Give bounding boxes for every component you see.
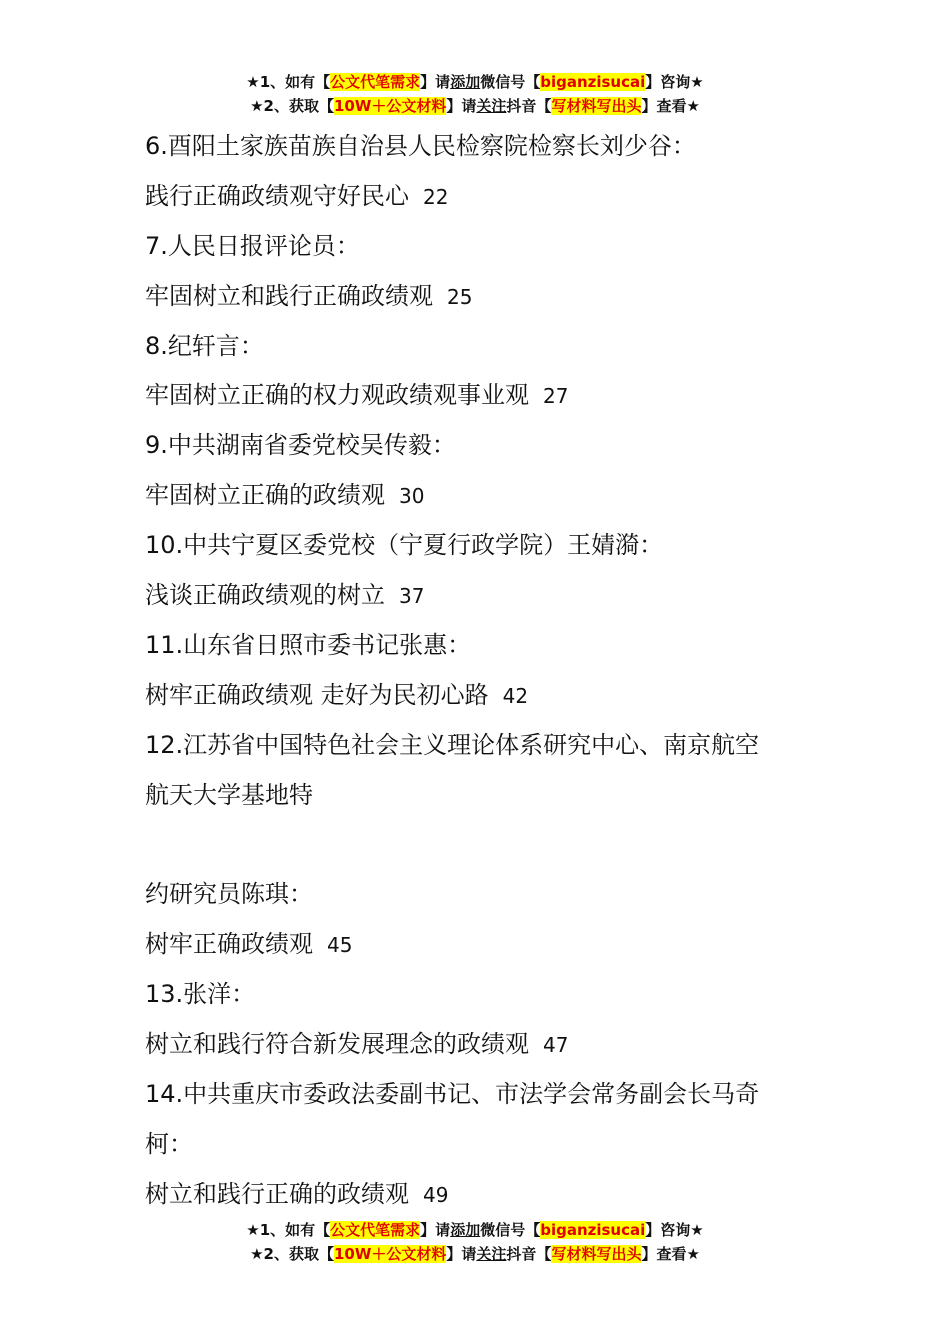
toc-entry-text: 树立和践行符合新发展理念的政绩观 (145, 1030, 529, 1059)
toc-entry (145, 970, 825, 1020)
banner-highlight: 公文代笔需求 (330, 73, 421, 91)
banner-highlight: 10W＋公文材料 (333, 97, 447, 115)
banner-text: 】查看★ (641, 1245, 700, 1263)
toc-page-number: 22 (423, 184, 449, 209)
banner-underline: 关注 (476, 1245, 507, 1263)
toc-entry-text: 树牢正确政绩观 走好为民初心路 (145, 680, 489, 709)
table-of-contents (145, 122, 825, 1220)
banner-highlight: 公文代笔需求 (330, 1221, 421, 1239)
banner-text: 】请 (446, 97, 477, 115)
banner-line-1 (0, 70, 950, 94)
banner-text: ★2、获取【 (250, 97, 334, 115)
toc-entry (145, 771, 825, 821)
banner-line-1 (0, 1218, 950, 1242)
banner-text: 抖音【 (506, 1245, 552, 1263)
toc-entry-text: 14.中共重庆市委政法委副书记、市法学会常务副会长马奇 (145, 1079, 760, 1108)
toc-entry-text: 牢固树立正确的政绩观 (145, 481, 385, 510)
toc-entry-text: 浅谈正确政绩观的树立 (145, 581, 385, 610)
toc-page-number: 30 (399, 484, 425, 509)
toc-entry (145, 272, 825, 322)
toc-entry-text: 12.江苏省中国特色社会主义理论体系研究中心、南京航空 (145, 730, 760, 759)
toc-entry (145, 870, 825, 920)
toc-entry (145, 521, 825, 571)
footer-banner (0, 1218, 950, 1266)
toc-page-number: 49 (423, 1182, 449, 1207)
toc-entry-text: 13.张洋： (145, 980, 256, 1009)
banner-text: 】咨询★ (645, 73, 704, 91)
toc-entry-text: 约研究员陈琪： (145, 880, 313, 909)
banner-underline: 添加 (450, 73, 481, 91)
banner-highlight: biganzisucai (540, 1221, 646, 1239)
toc-entry (145, 721, 825, 771)
banner-line-2 (0, 1242, 950, 1266)
toc-entry-text: 牢固树立和践行正确政绩观 (145, 281, 433, 310)
toc-entry (145, 471, 825, 521)
toc-entry (145, 1070, 825, 1120)
toc-entry (145, 1020, 825, 1070)
banner-text: 】请 (420, 73, 451, 91)
toc-entry-text: 11.山东省日照市委书记张惠： (145, 630, 472, 659)
toc-page-number: 47 (543, 1033, 569, 1058)
toc-entry-text: 践行正确政绩观守好民心 (145, 181, 409, 210)
toc-entry (145, 820, 825, 870)
toc-entry (145, 1120, 825, 1170)
toc-page-number: 37 (399, 584, 425, 609)
toc-page-number: 27 (543, 384, 569, 409)
toc-entry (145, 222, 825, 272)
toc-page-number: 42 (502, 683, 529, 708)
toc-entry (145, 371, 825, 421)
banner-line-2 (0, 94, 950, 118)
banner-text: 】查看★ (641, 97, 700, 115)
toc-entry (145, 322, 825, 372)
toc-entry-text: 8.纪轩言： (145, 331, 264, 360)
toc-entry (145, 122, 825, 172)
banner-text: 抖音【 (506, 97, 552, 115)
banner-text: ★2、获取【 (250, 1245, 334, 1263)
toc-entry (145, 920, 825, 970)
toc-entry-text: 航天大学基地特 (145, 780, 313, 809)
banner-underline: 关注 (476, 97, 507, 115)
toc-entry-text: 树牢正确政绩观 (145, 930, 313, 959)
toc-entry-text: 10.中共宁夏区委党校（宁夏行政学院）王婧漪： (145, 531, 664, 560)
banner-highlight: 写材料写出头 (551, 1245, 642, 1263)
banner-highlight: 写材料写出头 (551, 97, 642, 115)
banner-text: ★1、如有【 (246, 1221, 331, 1239)
toc-entry-text: 树立和践行正确的政绩观 (145, 1179, 409, 1208)
toc-entry (145, 421, 825, 471)
toc-page-number: 45 (327, 933, 353, 958)
toc-entry-text: 9.中共湖南省委党校吴传毅： (145, 431, 456, 460)
toc-entry-text: 6.酉阳土家族苗族自治县人民检察院检察长刘少谷： (145, 132, 696, 160)
banner-text: 微信号【 (480, 1221, 541, 1239)
toc-entry (145, 671, 825, 721)
banner-text: 】请 (420, 1221, 451, 1239)
toc-entry-text: 牢固树立正确的权力观政绩观事业观 (145, 381, 529, 410)
banner-underline: 添加 (450, 1221, 481, 1239)
toc-entry-text: 柯： (145, 1129, 193, 1158)
banner-highlight: biganzisucai (540, 73, 646, 91)
banner-text: 微信号【 (480, 73, 541, 91)
toc-entry (145, 621, 825, 671)
banner-text: 】请 (446, 1245, 477, 1263)
banner-highlight: 10W＋公文材料 (333, 1245, 447, 1263)
banner-text: ★1、如有【 (246, 73, 331, 91)
toc-entry (145, 172, 825, 222)
toc-entry-text: 7.人民日报评论员： (145, 231, 360, 260)
toc-entry (145, 571, 825, 621)
banner-text: 】咨询★ (645, 1221, 704, 1239)
toc-entry (145, 1170, 825, 1220)
toc-page-number: 25 (447, 284, 473, 309)
header-banner (0, 70, 950, 118)
